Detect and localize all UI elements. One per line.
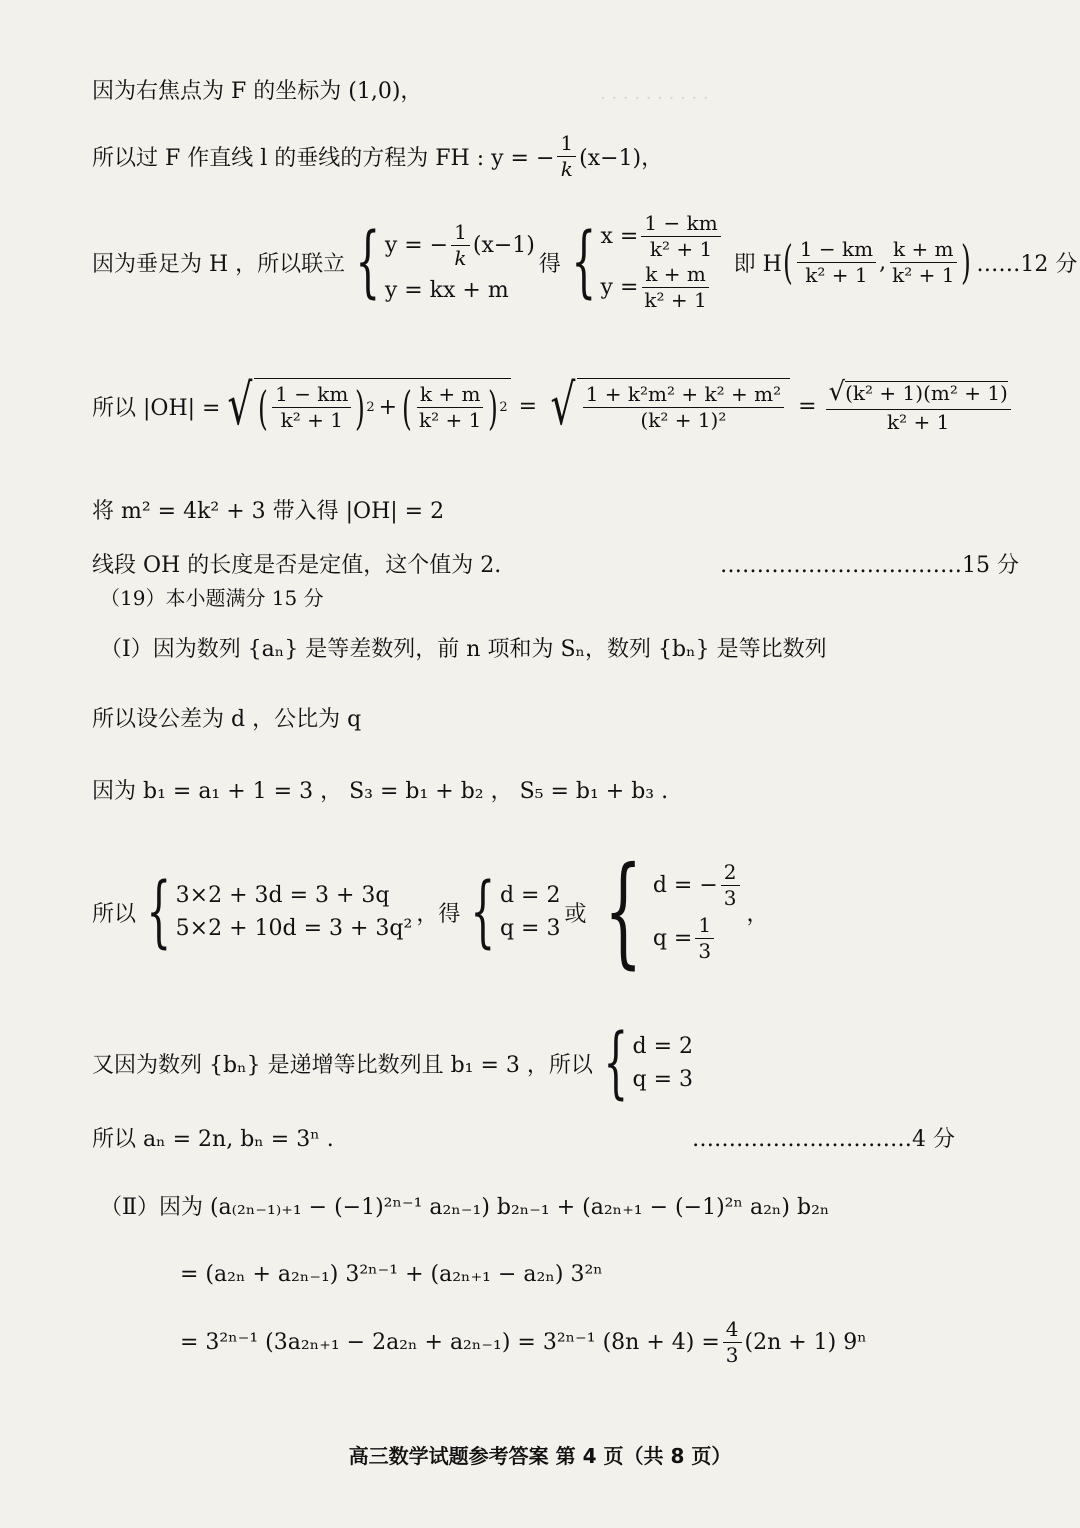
text-step-3-prefix: = 3²ⁿ⁻¹ (3a₂ₙ₊₁ − 2a₂ₙ + a₂ₙ₋₁) = 3²ⁿ⁻¹ (8n + 4) = (180, 1330, 720, 1355)
line-perpendicular-equation (92, 132, 663, 181)
line-step-2 (180, 1262, 603, 1287)
text-step-3-suffix: (2n + 1) 9ⁿ (744, 1330, 867, 1355)
line-problem-19 (100, 582, 324, 611)
text-general-terms: 所以 aₙ = 2n, bₙ = 3ⁿ . (92, 1127, 334, 1152)
line-oh-length: 所以 |OH| = √ ( $\frac{1 - km}{\text{k² + 1}}$ ) 2 + ( $\frac{k + m}{\text{k² + 1}}$ ) 2 = √ $\frac{\text{1 + k²m² + k² + m²}}{\text{(k² + 1)²}}$ = √ (k² + 1)(m² + 1) k² + 1 (92, 378, 1014, 434)
system-solution-2: { d = − $\frac{2}{3}$ q = $\frac{1}{3}$ (591, 852, 743, 972)
line-focus-coordinate (92, 74, 422, 105)
fraction-one-over-k: $\frac{1}{k}$ (557, 132, 576, 181)
text-set-d-q: 所以设公差为 d ，公比为 q (92, 707, 362, 732)
fraction-four-thirds: $\frac{4}{3}$ (723, 1318, 742, 1367)
text-foot-prefix: 因为垂足为 H ，所以联立 (92, 251, 346, 277)
line-part-1-intro (100, 632, 827, 663)
line-conditions (92, 774, 668, 805)
text-constant-value: 线段 OH 的长度是否是定值，这个值为 2. (92, 553, 502, 578)
text-get: 得 (538, 251, 561, 277)
bleed-through-decoration: · · · · · · · · · · (600, 88, 709, 109)
line-part-2 (100, 1190, 829, 1221)
line-set-d-q (92, 702, 361, 733)
system-line-equations: { y = − $\frac{1}{k}$ (x−1) y = kx + m (355, 217, 535, 307)
sqrt-distance: √ ( $\frac{1 - km}{\text{k² + 1}}$ ) 2 + ( $\frac{k + m}{\text{k² + 1}}$ ) 2 (222, 378, 510, 434)
text-problem-19: （19）本小题满分 15 分 (100, 586, 324, 610)
line-step-3 (180, 1318, 867, 1367)
score-15: ……………………………15 分 (720, 553, 1019, 578)
fraction-simplified: √ (k² + 1)(m² + 1) k² + 1 (826, 378, 1011, 434)
text-step-2: = (a₂ₙ + a₂ₙ₋₁) 3²ⁿ⁻¹ + (a₂ₙ₊₁ − a₂ₙ) 3²ⁿ (180, 1262, 603, 1287)
fraction-H-x: $\frac{1 - km}{\text{k² + 1}}$ (797, 238, 876, 287)
system-solution-xy: { x = $\frac{1 - km}{\text{k² + 1}}$ y = $\frac{k + m}{\text{k² + 1}}$ (565, 212, 724, 312)
system-solution-1: { d = 2 q = 3 (470, 867, 561, 957)
text-then-H: 即 H (733, 251, 782, 277)
line-substitute-m (92, 494, 444, 525)
line-foot-of-perpendicular: 因为垂足为 H ，所以联立 { y = − $\frac{1}{k}$ (x−1) y = kx + m 得 { x = $\frac{1 - km}{\text{k² + 1}}$ y = $\frac{k + m}{\text{k² + 1}}$ 即 H ( $\frac{1 - km}{\text{k² + 1}}$ , $\frac{k + m}{\text{k² + 1}}$ ) ……12 分 (92, 211, 1078, 312)
text-oh-prefix: 所以 |OH| = (92, 395, 221, 421)
system-final-d-q: { d = 2 q = 3 (603, 1018, 694, 1108)
line-increasing-sequence (92, 1018, 697, 1108)
text-part-1-intro: （Ⅰ）因为数列 {aₙ} 是等差数列，前 n 项和为 Sₙ，数列 {bₙ} 是等比数列 (100, 637, 827, 662)
score-12: ……12 分 (976, 251, 1078, 277)
text-perpendicular-prefix: 所以过 F 作直线 l 的垂线的方程为 FH : y = − (92, 146, 555, 171)
fraction-H-y: $\frac{k + m}{\text{k² + 1}}$ (889, 238, 957, 287)
sqrt-expanded: √ $\frac{\text{1 + k²m² + k² + m²}}{\text{(k² + 1)²}}$ (545, 378, 790, 434)
text-perpendicular-suffix: (x−1)， (579, 146, 664, 171)
system-d-q-equations: { 3×2 + 3d = 3 + 3q 5×2 + 10d = 3 + 3q² (146, 867, 413, 957)
page-footer: 高三数学试题参考答案 第 4 页（共 8 页） (348, 1444, 732, 1468)
line-solve-system: 所以 { 3×2 + 3d = 3 + 3q 5×2 + 10d = 3 + 3q² ，得 { d = 2 q = 3 或 { d = − $\frac{2}{3}$ q = $\frac{1}{3}$ ， (92, 842, 769, 981)
line-constant-value (92, 548, 501, 579)
line-general-terms (92, 1122, 334, 1153)
text-part-2: （Ⅱ）因为 (a₍₂ₙ₋₁₎₊₁ − (−1)²ⁿ⁻¹ a₂ₙ₋₁) b₂ₙ₋₁ + (a₂ₙ₊₁ − (−1)²ⁿ a₂ₙ) b₂ₙ (100, 1195, 830, 1220)
text-increasing: 又因为数列 {bₙ} 是递增等比数列且 b₁ = 3 ，所以 (92, 1052, 593, 1078)
text-focus-coordinate: 因为右焦点为 F 的坐标为 (1,0)， (92, 79, 423, 104)
text-substitute: 将 m² = 4k² + 3 带入得 |OH| = 2 (92, 499, 445, 524)
score-4: …………………………4 分 (692, 1127, 955, 1152)
text-conditions: 因为 b₁ = a₁ + 1 = 3 ， S₃ = b₁ + b₂ ， S₅ = b₁ + b₃ . (92, 779, 669, 804)
